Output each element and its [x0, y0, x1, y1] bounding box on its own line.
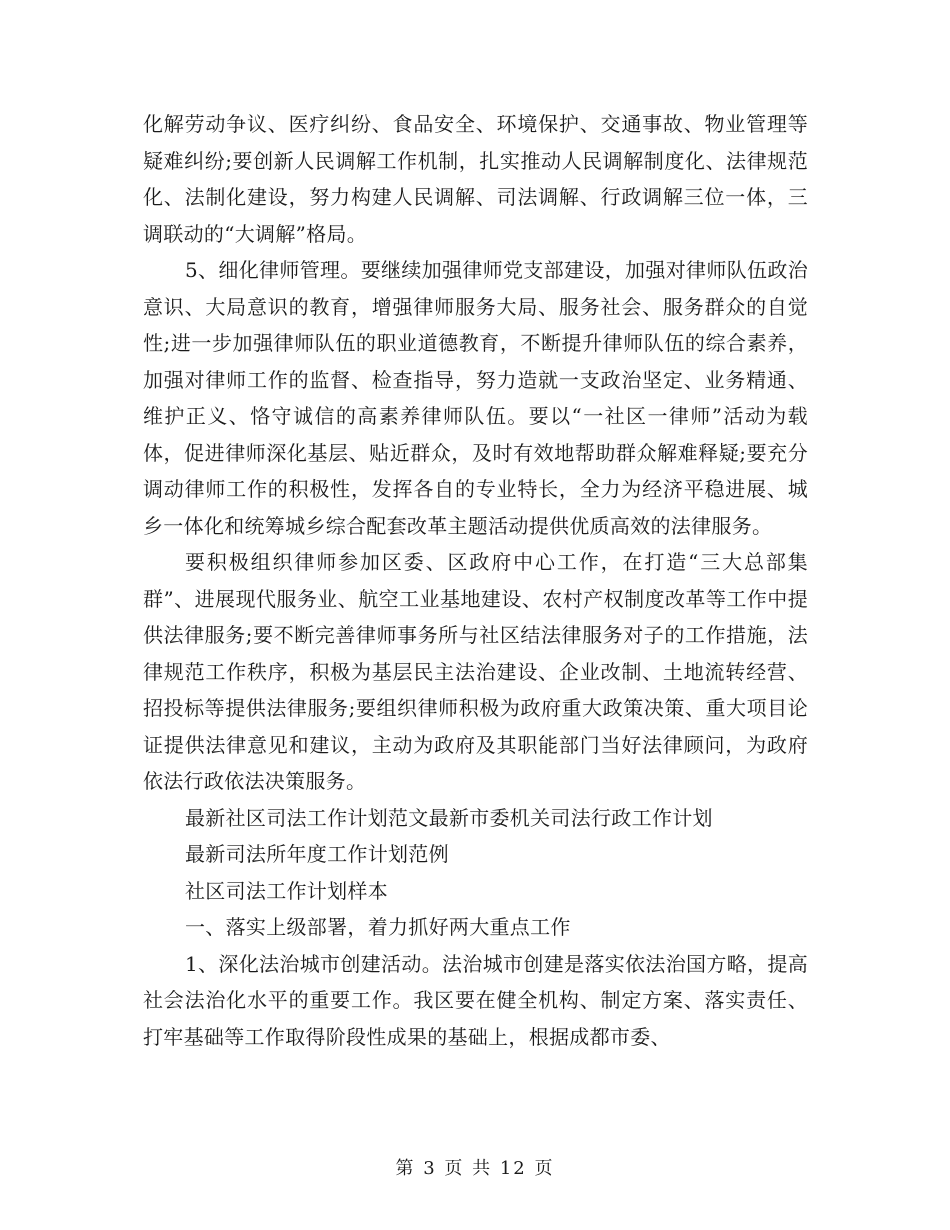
paragraph-lawyer-management: 5、细化律师管理。要继续加强律师党支部建设，加强对律师队伍政治意识、大局意识的教育，增强律师服务大局、服务社会、服务群众的自觉性;进一步加强律师队伍的职业道德教育，不断提升律师队伍的综合素养，加强对律师工作的监督、检查指导，努力造就一支政治坚定、业务精通、维护正义、恪守诚信的高素养律师队伍。要以“一社区一律师”活动为载体，促进律师深化基层、贴近群众，及时有效地帮助群众解难释疑;要充分调动律师工作的积极性，发挥各自的专业特长，全力为经济平稳进展、城乡一体化和统筹城乡综合配套改革主题活动提供优质高效的法律服务。	[143, 258, 808, 538]
related-title-3: 社区司法工作计划样本	[185, 878, 388, 903]
related-title-1: 最新社区司法工作计划范文最新市委机关司法行政工作计划	[185, 805, 713, 830]
document-body	[143, 106, 808, 1055]
page-number-footer: 第 3 页 共 12 页	[395, 1158, 555, 1179]
paragraph-lawyer-services: 要积极组织律师参加区委、区政府中心工作，在打造“三大总部集群”、进展现代服务业、航空工业基地建设、农村产权制度改革等工作中提供法律服务;要不断完善律师事务所与社区结法律服务对子的工作措施，法律规范工作秩序，积极为基层民主法治建设、企业改制、土地流转经营、招投标等提供法律服务;要组织律师积极为政府重大政策决策、重大项目论证提供法律意见和建议，主动为政府及其职能部门当好法律顾问，为政府依法行政依法决策服务。	[143, 550, 808, 793]
paragraph-dispute-resolution: 化解劳动争议、医疗纠纷、食品安全、环境保护、交通事故、物业管理等疑难纠纷;要创新人民调解工作机制，扎实推动人民调解制度化、法律规范化、法制化建设，努力构建人民调解、司法调解、行政调解三位一体，三调联动的“大调解”格局。	[143, 112, 808, 246]
paragraph-rule-of-law-city: 1、深化法治城市创建活动。法治城市创建是落实依法治国方略，提高社会法治化水平的重要工作。我区要在健全机构、制定方案、落实责任、打牢基础等工作取得阶段性成果的基础上，根据成都市委、	[143, 951, 808, 1049]
section-heading-1: 一、落实上级部署，着力抓好两大重点工作	[185, 915, 571, 939]
related-title-2: 最新司法所年度工作计划范例	[185, 842, 449, 866]
